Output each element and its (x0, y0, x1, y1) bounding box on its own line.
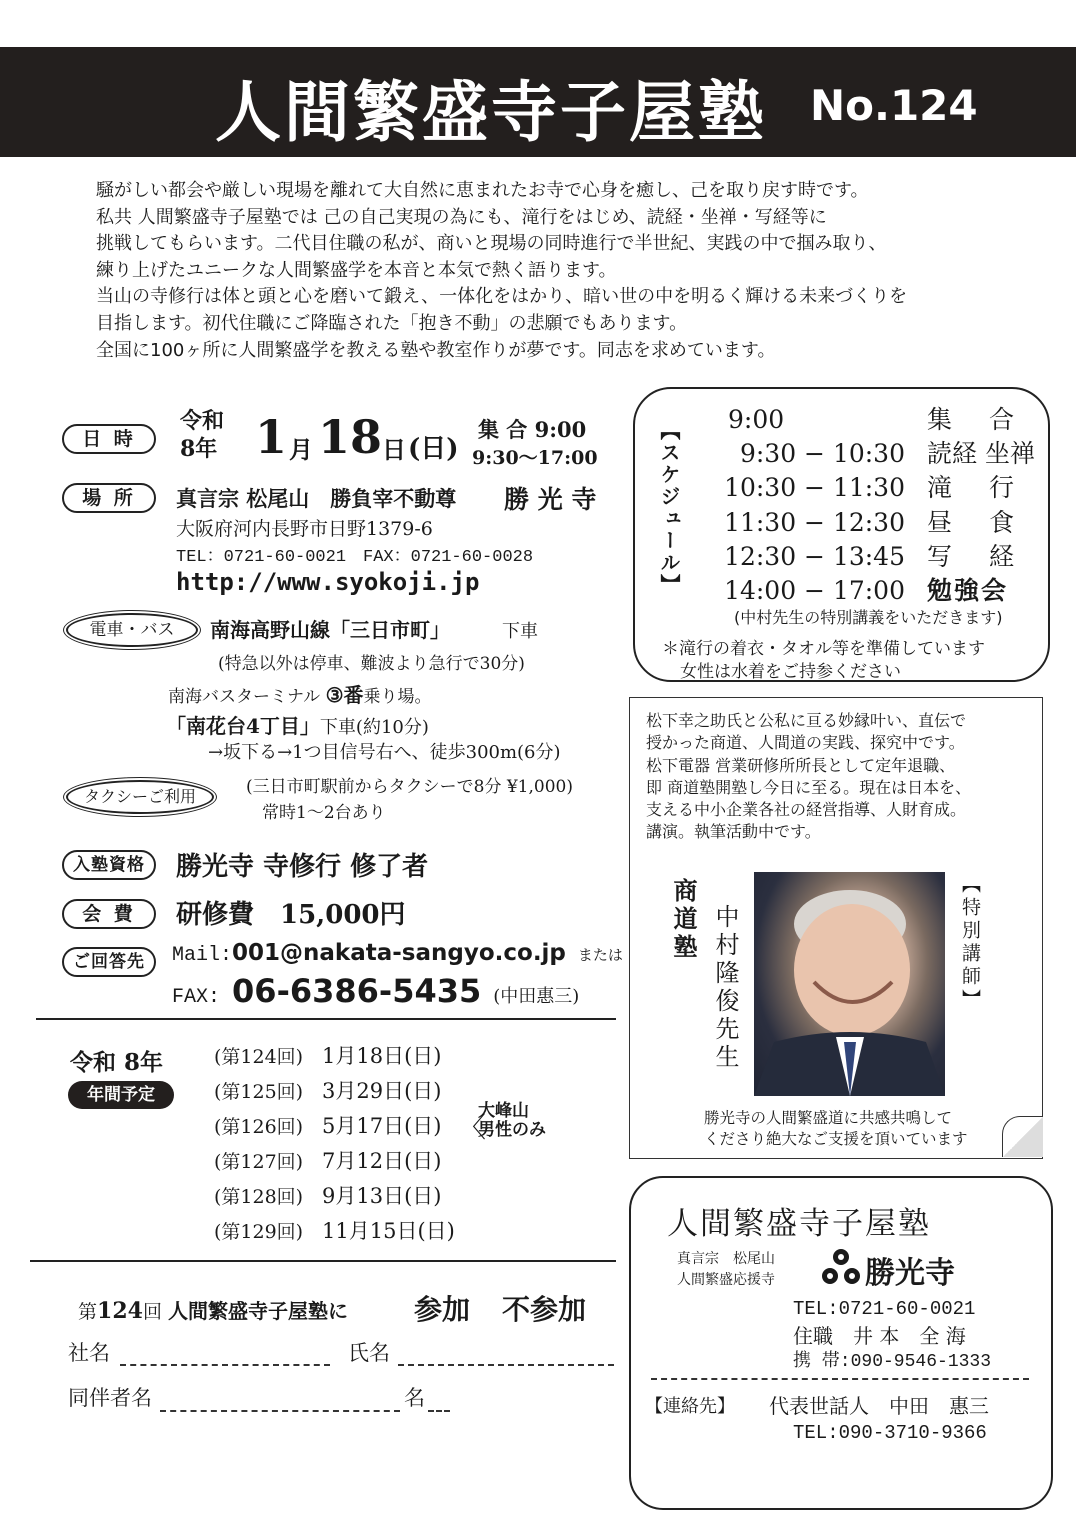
gather-time: 集 合 9:00 (478, 417, 587, 442)
session-row (214, 1040, 455, 1075)
taxi-note: (三日市町駅前からタクシーで8分 ¥1,000) (246, 777, 573, 797)
contact-tel: TEL:0721-60-0021 (793, 1298, 976, 1320)
profile-line: 支える中小企業各社の経営指導、人財育成。 (646, 800, 967, 820)
page-curl (1002, 1116, 1043, 1157)
event-hours: 9:30〜17:00 (472, 447, 598, 469)
fee-value: 研修費 15,000円 (176, 900, 406, 930)
contact-priest: 住職 井 本 全 海 (793, 1324, 966, 1348)
intro-line: 私共 人間繁盛寺子屋塾では 己の自己実現の為にも、滝行をはじめ、読経・坐禅・写経等に (96, 206, 827, 228)
event-month-unit: 月 (289, 435, 313, 464)
lecture-note: (中村先生の特別講義をいただきます) (734, 608, 1003, 627)
profile-footer: 勝光寺の人間繁盛道に共感共鳴して (704, 1109, 953, 1127)
schedule-activity: 勉強会 (927, 576, 1009, 605)
fax-prefix: FAX: (172, 986, 221, 1009)
header-banner (0, 47, 1076, 157)
person-field[interactable] (398, 1364, 614, 1366)
session-number: (第129回) (214, 1221, 304, 1243)
session-number: (第128回) (214, 1186, 304, 1208)
schedule-row (710, 468, 1020, 504)
schedule-time: 9:30 − 10:30 (739, 439, 905, 468)
crest-svg (821, 1248, 861, 1286)
bus-terminal-suffix: 乗り場。 (363, 687, 432, 707)
walk-directions: →坂下る→1つ目信号右へ、徒歩300m(6分) (208, 742, 561, 763)
session-row (214, 1110, 455, 1145)
temple-crest-icon (821, 1248, 861, 1286)
schedule-row (710, 571, 1008, 607)
session-date: 9月13日(日) (322, 1184, 442, 1208)
session-number: (第127回) (214, 1151, 304, 1173)
issue-number: No.124 (810, 81, 978, 130)
bus-terminal-prefix: 南海バスターミナル (168, 687, 321, 707)
session-note-line: 男性のみ (478, 1120, 546, 1140)
fee-label: 会 費 (62, 899, 156, 929)
rsvp-suffix: 回 (142, 1301, 162, 1323)
train-note: (特急以外は停車、難波より急行で30分) (218, 654, 525, 674)
reply-label: ご回答先 (62, 947, 156, 977)
school-name: 商道塾 (669, 878, 698, 962)
annual-badge: 年間予定 (68, 1081, 174, 1109)
session-number: (第124回) (214, 1046, 304, 1068)
schedule-row (710, 400, 1020, 436)
contact-divider (651, 1378, 1029, 1380)
session-row (214, 1180, 455, 1215)
session-date: 5月17日(日) (322, 1114, 442, 1138)
divider (36, 1018, 616, 1020)
profile-line: 松下幸之助氏と公私に亘る妙縁叶い、直伝で (646, 711, 967, 730)
annual-year: 令和 8年 (70, 1049, 164, 1076)
contact-label: 【連絡先】 (645, 1396, 735, 1417)
temple-name-prefix: 真言宗 松尾山 勝負宰不動尊 (176, 486, 457, 511)
bracket-icon: 〈 (458, 1111, 487, 1144)
session-date: 1月18日(日) (322, 1044, 442, 1068)
session-date: 11月15日(日) (322, 1219, 455, 1243)
intro-line: 騒がしい都会や厳しい現場を離れて大自然に恵まれたお寺で心身を癒し、己を取り戻す時です。 (96, 180, 869, 201)
companion-label: 同伴者名 (68, 1386, 152, 1410)
session-date: 3月29日(日) (322, 1079, 442, 1103)
portrait-image (754, 872, 945, 1096)
session-number: (第126回) (214, 1116, 304, 1138)
lecturer-photo (754, 872, 945, 1096)
event-weekday: (日) (408, 434, 459, 464)
session-row (214, 1075, 455, 1110)
place-label: 場 所 (62, 483, 156, 513)
intro-line: 練り上げたユニークな人間繁盛学を本音と本気で熱く語ります。 (96, 259, 617, 281)
bus-platform-number: ③番 (325, 683, 364, 707)
session-note-line: 大峰山 (478, 1101, 529, 1121)
intro-line: 全国に100ヶ所に人間繁盛学を教える塾や教室作りが夢です。同志を求めています。 (96, 339, 776, 361)
profile-text (646, 710, 971, 844)
mail-address[interactable]: 001@nakata-sangyo.co.jp (232, 940, 566, 966)
schedule-label: 【スケジュール】 (657, 420, 681, 596)
intro-line: 挑戦してもらいます。二代目住職の私が、商いと現場の同時進行で半世紀、実践の中で掴み取り、 (96, 233, 887, 255)
rsvp-name: 人間繁盛寺子屋塾に (168, 1299, 349, 1323)
temple-url[interactable]: http://www.syokoji.jp (176, 568, 480, 596)
absent-option[interactable]: 不参加 (502, 1293, 587, 1326)
schedule-activity: 読経 坐禅 (927, 439, 1035, 468)
session-row (214, 1145, 455, 1180)
bus-terminal (168, 679, 432, 708)
schedule-row (710, 503, 1020, 539)
schedule-note: ＊滝行の着衣・タオル等を準備しています (662, 639, 985, 659)
contact-rep-tel: TEL:090-3710-9366 (793, 1422, 987, 1444)
schedule-note: 女性は水着をご持参ください (680, 662, 901, 682)
companion-count-field[interactable] (428, 1410, 450, 1412)
contact-representative: 代表世話人 中田 惠三 (769, 1394, 989, 1418)
schedule-time: 9:00 (728, 405, 785, 434)
contact-sub: 真言宗 松尾山 (677, 1251, 775, 1267)
profile-footer: くださり絶大なご支援を頂いています (704, 1130, 968, 1148)
event-day-unit: 日 (382, 435, 406, 464)
schedule-activity: 写 経 (927, 542, 1021, 571)
session-number: (第125回) (214, 1081, 304, 1103)
schedule-time: 10:30 − 11:30 (724, 473, 905, 502)
mail-prefix: Mail: (172, 944, 233, 967)
rsvp-number: 124 (97, 1298, 143, 1324)
train-line: 南海高野山線「三日市町」 (210, 618, 450, 642)
companion-suffix: 名 (404, 1386, 425, 1410)
schedule-row (710, 537, 1020, 573)
event-day: 18 (318, 410, 383, 464)
schedule-activity: 昼 食 (927, 508, 1021, 537)
contact-mobile: 携 帯:090-9546-1333 (793, 1352, 992, 1372)
person-label: 氏名 (348, 1341, 390, 1365)
reply-fax (172, 972, 579, 1010)
schedule-row (710, 434, 1035, 470)
annual-sessions (214, 1040, 455, 1250)
attend-option[interactable]: 参加 (414, 1293, 471, 1326)
company-label: 社名 (68, 1341, 110, 1365)
profile-line: 授かった商道、人間道の実践、探究中です。 (646, 733, 965, 753)
rsvp-line (78, 1295, 348, 1324)
contact-sub: 人間繁盛応援寺 (677, 1272, 775, 1288)
intro-line: 目指します。初代住職にご降臨された「抱き不動」の悲願でもあります。 (96, 312, 688, 334)
bus-stop-suffix: 下車(約10分) (319, 717, 429, 738)
schedule-activity: 滝 行 (927, 473, 1021, 502)
mail-or: または (577, 946, 623, 964)
schedule-time: 14:00 − 17:00 (724, 576, 905, 605)
lecturer-name: 中村隆俊先生 (711, 904, 739, 1072)
profile-line: 講演。執筆活動中です。 (646, 822, 821, 842)
fax-number: 06-6386-5435 (232, 972, 482, 1010)
page-title: 人間繁盛寺子屋塾 (215, 73, 767, 151)
era-top: 令和 (180, 408, 225, 434)
temple-tel-fax: TEL：0721-60-0021 FAX：0721-60-0028 (176, 548, 534, 567)
taxi-label: タクシーご利用 (66, 780, 214, 814)
session-date: 7月12日(日) (322, 1149, 442, 1173)
taxi-availability: 常時1〜2台あり (262, 803, 386, 823)
temple-name: 勝 光 寺 (504, 485, 597, 514)
profile-box (629, 697, 1043, 1159)
reply-mail (172, 940, 623, 967)
companion-field[interactable] (160, 1410, 400, 1412)
fax-name: (中田惠三) (493, 986, 580, 1007)
requirements-value: 勝光寺 寺修行 修了者 (176, 852, 429, 882)
schedule-activity: 集 合 (927, 405, 1021, 434)
special-lecturer-tag: 【特別講師】 (959, 874, 981, 1012)
bus-stop-name: 「南花台4丁目」 (166, 714, 320, 738)
divider (30, 1260, 616, 1262)
train-bus-label: 電車・バス (66, 613, 198, 647)
session-row (214, 1215, 455, 1250)
temple-address: 大阪府河内長野市日野1379-6 (176, 518, 433, 540)
profile-line: 松下電器 営業研修所所長として定年退職、 (646, 755, 956, 775)
era-bottom: 8年 (180, 436, 218, 462)
train-get-off: 下車 (502, 621, 538, 642)
contact-temple: 勝光寺 (865, 1256, 955, 1291)
intro-text (96, 178, 1036, 364)
intro-line: 当山の寺修行は体と頭と心を磨いて鍛え、一体化をはかり、暗い世の中を明るく輝ける未来づくりを (96, 286, 908, 308)
profile-line: 即 商道塾開塾し今日に至る。現在は日本を、 (646, 777, 972, 797)
requirements-label: 入塾資格 (62, 850, 156, 880)
date-label: 日 時 (62, 424, 156, 454)
company-field[interactable] (120, 1364, 330, 1366)
bus-stop (166, 710, 429, 739)
schedule-time: 12:30 − 13:45 (724, 542, 905, 571)
rsvp-prefix: 第 (78, 1301, 98, 1323)
session-note (478, 1102, 546, 1140)
schedule-time: 11:30 − 12:30 (724, 508, 905, 537)
contact-title: 人間繁盛寺子屋塾 (667, 1206, 931, 1242)
event-month: 1 (255, 410, 288, 464)
contact-box (629, 1176, 1053, 1510)
